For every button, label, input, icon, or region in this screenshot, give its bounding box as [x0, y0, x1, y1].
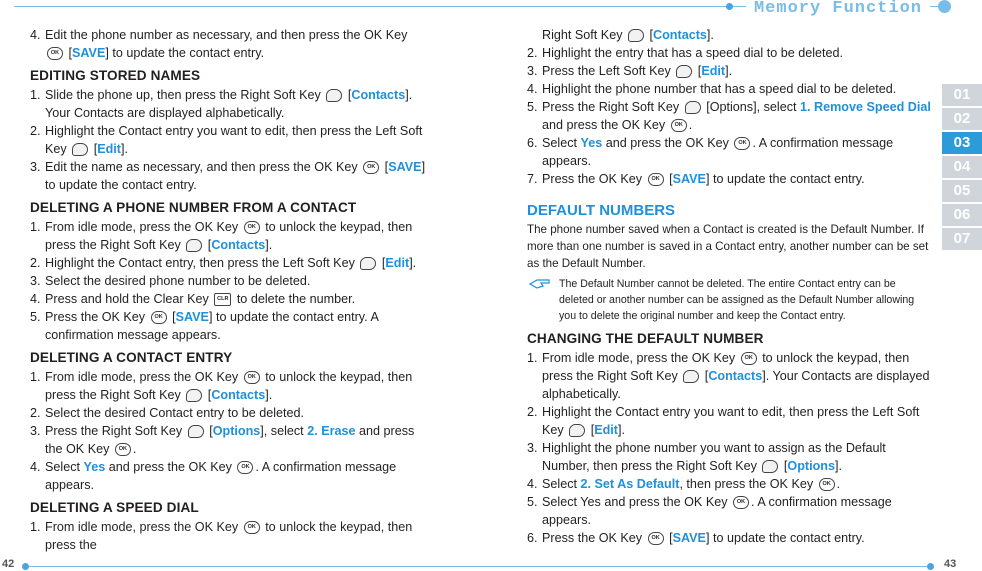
- left-soft-key-icon: [360, 257, 376, 270]
- right-soft-key-icon: [188, 425, 204, 438]
- footer-rule: [25, 566, 930, 567]
- list-item: 4. Select Yes and press the OK Key OK . A confirmation message appears.: [30, 460, 397, 492]
- chapter-tab[interactable]: 06: [942, 204, 982, 226]
- chapter-tab[interactable]: 05: [942, 180, 982, 202]
- paragraph: The phone number saved when a Contact is created is the Default Number. If more than one number is saved in a Contact entry, another number can be set as the Default Number.: [527, 223, 929, 270]
- chapter-tab[interactable]: 02: [942, 108, 982, 130]
- ok-key-icon: OK: [819, 478, 835, 491]
- right-soft-key-icon: [186, 389, 202, 402]
- ok-key-icon: OK: [648, 532, 664, 545]
- ok-key-icon: OK: [244, 521, 260, 534]
- list-item: 2. Highlight the Contact entry you want to edit, then press the Left Soft Key [Edit].: [527, 405, 920, 437]
- list-item: 3. Press the Left Soft Key [Edit].: [527, 64, 733, 78]
- section-heading: DEFAULT NUMBERS: [527, 202, 676, 219]
- ok-key-icon: OK: [244, 221, 260, 234]
- left-soft-key-icon: [72, 143, 88, 156]
- right-page-column: [527, 26, 931, 547]
- list-item: 5. Press the Right Soft Key [Options], select 1. Remove Speed Dial and press the OK Key OK .: [527, 100, 931, 132]
- header-dot-left: [726, 3, 733, 10]
- left-page-column: [30, 26, 430, 554]
- list-item: 6. Press the OK Key OK [SAVE] to update the contact entry.: [527, 531, 865, 545]
- footer-dot-right: [927, 563, 934, 570]
- ok-key-icon: OK: [648, 173, 664, 186]
- ok-key-icon: OK: [151, 311, 167, 324]
- list-item: 3. Press the Right Soft Key [Options], select 2. Erase and press the OK Key OK .: [30, 424, 415, 456]
- section-heading: DELETING A CONTACT ENTRY: [30, 350, 233, 365]
- ok-key-icon: OK: [733, 496, 749, 509]
- list-item: 5. Press the OK Key OK [SAVE] to update the contact entry. A confirmation message appears.: [30, 310, 379, 342]
- list-item: 2. Highlight the entry that has a speed dial to be deleted.: [527, 46, 844, 60]
- section-heading: DELETING A SPEED DIAL: [30, 500, 199, 515]
- section-heading: EDITING STORED NAMES: [30, 68, 201, 83]
- ok-key-icon: OK: [237, 461, 253, 474]
- page-number-left: 42: [2, 558, 15, 570]
- list-item: 4. Edit the phone number as necessary, and then press the OK Key OK [SAVE] to update the contact entry.: [30, 28, 408, 60]
- chapter-tab[interactable]: 01: [942, 84, 982, 106]
- list-item: 3. Select the desired phone number to be deleted.: [30, 274, 311, 288]
- list-item: 3. Highlight the phone number you want to assign as the Default Number, then press the Right Soft Key [Options].: [527, 441, 886, 473]
- right-soft-key-icon: [186, 239, 202, 252]
- list-item: 3. Edit the name as necessary, and then press the OK Key OK [SAVE] to update the contact entry.: [30, 160, 426, 192]
- right-soft-key-icon: [762, 460, 778, 473]
- right-soft-key-icon: [683, 370, 699, 383]
- list-item: 4. Highlight the phone number that has a speed dial to be deleted.: [527, 82, 897, 96]
- left-soft-key-icon: [676, 65, 692, 78]
- ok-key-icon: OK: [734, 137, 750, 150]
- list-item: 2. Highlight the Contact entry, then press the Left Soft Key [Edit].: [30, 256, 417, 270]
- right-soft-key-icon: [628, 29, 644, 42]
- list-item: 1. From idle mode, press the OK Key OK to unlock the keypad, then press the Right Soft Key [Contacts].: [30, 370, 413, 402]
- list-item: Right Soft Key [Contacts].: [542, 28, 714, 42]
- list-item: 7. Press the OK Key OK [SAVE] to update the contact entry.: [527, 172, 865, 186]
- chapter-tab[interactable]: 04: [942, 156, 982, 178]
- list-item: 1. Slide the phone up, then press the Right Soft Key [Contacts]. Your Contacts are displayed alphabetically.: [30, 88, 413, 120]
- section-heading: DELETING A PHONE NUMBER FROM A CONTACT: [30, 200, 357, 215]
- list-item: 4. Press and hold the Clear Key CLR to delete the number.: [30, 292, 356, 306]
- list-item: 1. From idle mode, press the OK Key OK to unlock the keypad, then press the Right Soft Key [Contacts].: [30, 220, 413, 252]
- footer-dot-left: [22, 563, 29, 570]
- note: The Default Number cannot be deleted. The entire Contact entry can be deleted or another number can be assigned as the Default Number allowing you to delete the original number and keep the Contact entry.: [527, 276, 931, 324]
- ok-key-icon: OK: [741, 352, 757, 365]
- section-heading: CHANGING THE DEFAULT NUMBER: [527, 331, 764, 346]
- ok-key-icon: OK: [115, 443, 131, 456]
- list-item: 2. Select the desired Contact entry to be deleted.: [30, 406, 305, 420]
- clear-key-icon: CLR: [214, 293, 231, 306]
- note-hand-icon: [529, 278, 551, 295]
- list-item: 1. From idle mode, press the OK Key OK to unlock the keypad, then press the: [30, 520, 413, 552]
- chapter-tab[interactable]: 07: [942, 228, 982, 250]
- section-title: Memory Function: [746, 0, 930, 18]
- chapter-tab-active[interactable]: 03: [942, 132, 982, 154]
- header-dot-right: [938, 0, 951, 13]
- right-soft-key-icon: [685, 101, 701, 114]
- list-item: 1. From idle mode, press the OK Key OK to unlock the keypad, then press the Right Soft Key [Contacts]. Your Contacts are displayed alphabetically.: [527, 351, 930, 401]
- list-item: 5. Select Yes and press the OK Key OK . A confirmation message appears.: [527, 495, 892, 527]
- chapter-tabs: [942, 84, 982, 252]
- page-number-right: 43: [944, 558, 957, 570]
- ok-key-icon: OK: [244, 371, 260, 384]
- list-item: 6. Select Yes and press the OK Key OK . A confirmation message appears.: [527, 136, 894, 168]
- right-soft-key-icon: [326, 89, 342, 102]
- ok-key-icon: OK: [363, 161, 379, 174]
- ok-key-icon: OK: [671, 119, 687, 132]
- list-item: 2. Highlight the Contact entry you want to edit, then press the Left Soft Key [Edit].: [30, 124, 423, 156]
- left-soft-key-icon: [569, 424, 585, 437]
- ok-key-icon: OK: [47, 47, 63, 60]
- list-item: 4. Select 2. Set As Default, then press the OK Key OK .: [527, 477, 841, 491]
